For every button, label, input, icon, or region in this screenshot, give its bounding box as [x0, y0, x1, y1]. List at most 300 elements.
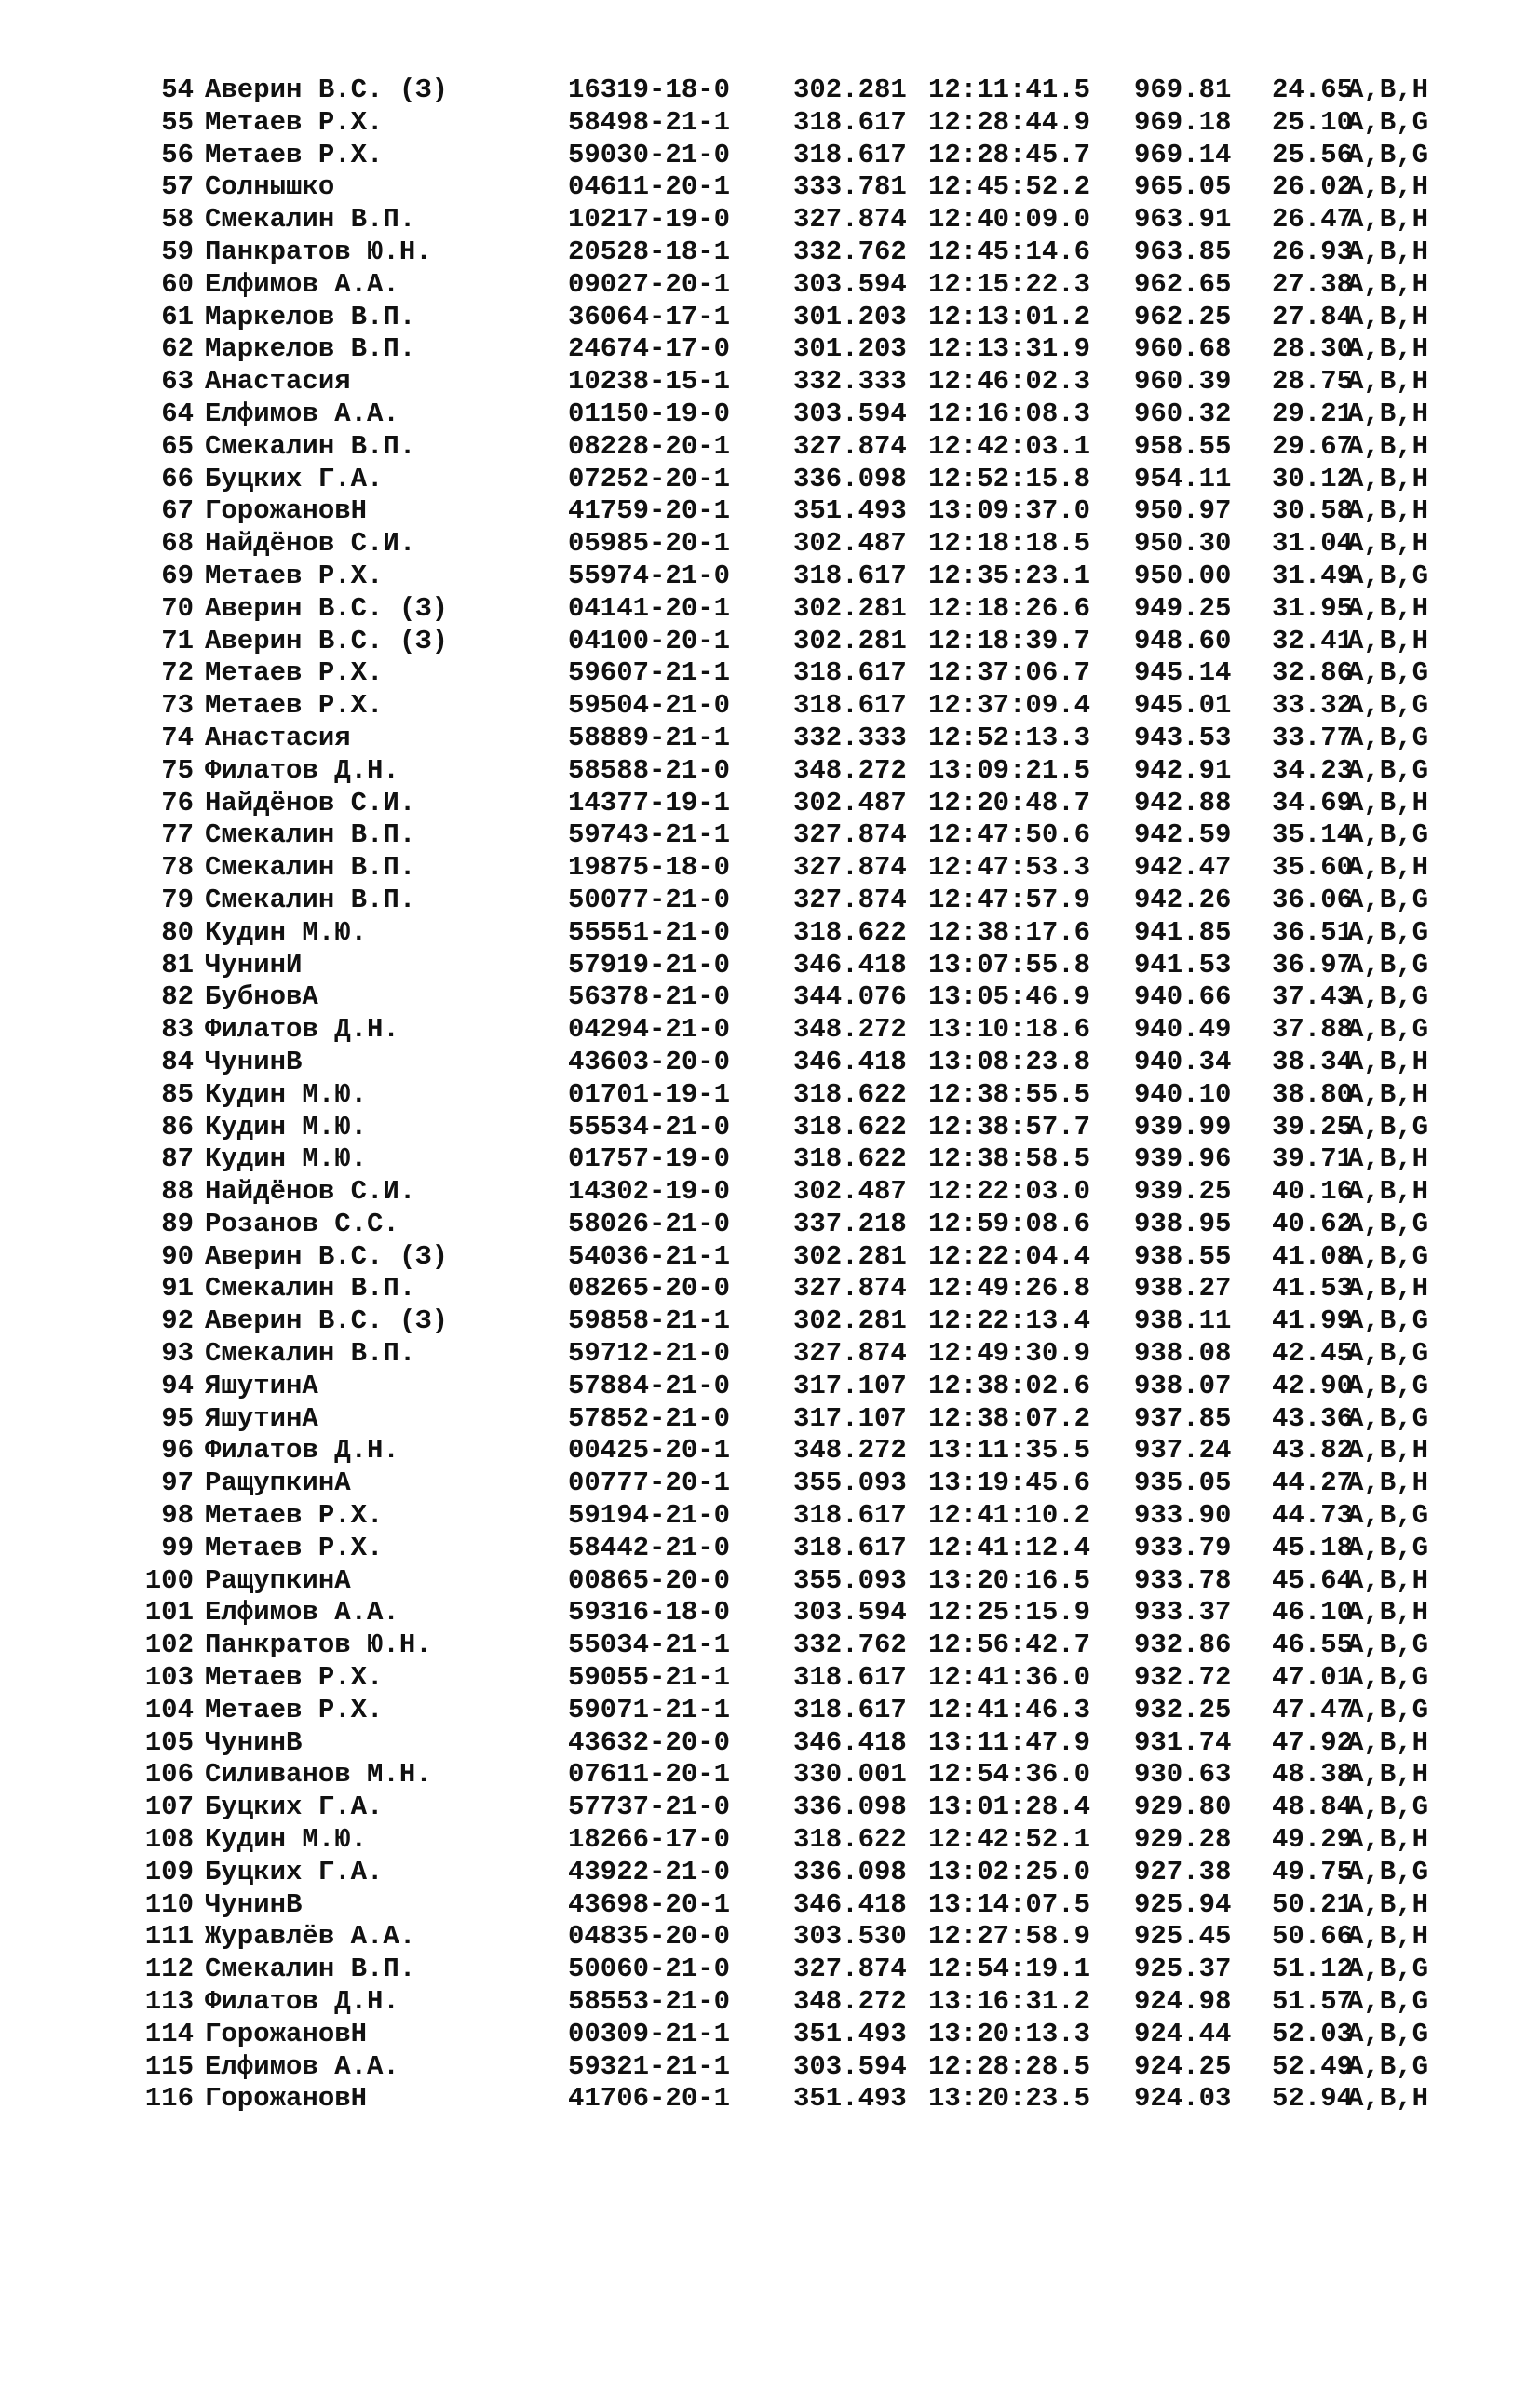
place-cell: 72: [161, 657, 194, 689]
name-cell: Аверин В.С. (З): [205, 625, 449, 656]
coefficient-cell: 28.75: [1272, 366, 1354, 398]
place-cell: 54: [161, 74, 194, 105]
coefficient-cell: 35.60: [1272, 852, 1354, 884]
name-cell: ЧунинИ: [205, 949, 303, 980]
class-cell: A,B,G: [1347, 657, 1429, 689]
ring-cell: 20528-18-1: [568, 236, 731, 267]
table-row: [0, 431, 1540, 464]
speed-cell: 950.30: [1134, 528, 1232, 560]
ring-cell: 41759-20-1: [568, 495, 731, 527]
class-cell: A,B,G: [1347, 1629, 1429, 1661]
class-cell: A,B,G: [1347, 1370, 1429, 1401]
table-row: [0, 1500, 1540, 1533]
place-cell: 56: [161, 139, 194, 170]
distance-cell: 318.622: [793, 1111, 907, 1143]
table-row: [0, 1954, 1540, 1986]
speed-cell: 924.03: [1134, 2083, 1232, 2115]
place-cell: 71: [161, 625, 194, 656]
table-row: [0, 819, 1540, 852]
distance-cell: 318.622: [793, 1824, 907, 1856]
speed-cell: 938.11: [1134, 1305, 1232, 1337]
distance-cell: 301.203: [793, 301, 907, 332]
class-cell: A,B,H: [1347, 301, 1429, 332]
coefficient-cell: 48.84: [1272, 1792, 1354, 1823]
speed-cell: 963.85: [1134, 236, 1232, 267]
class-cell: A,B,G: [1347, 819, 1429, 851]
ring-cell: 04611-20-1: [568, 171, 731, 203]
class-cell: A,B,H: [1347, 74, 1429, 105]
class-cell: A,B,H: [1347, 333, 1429, 365]
table-row: [0, 1467, 1540, 1500]
speed-cell: 962.65: [1134, 268, 1232, 300]
distance-cell: 332.333: [793, 722, 907, 753]
coefficient-cell: 29.67: [1272, 430, 1354, 462]
name-cell: Буцких Г.А.: [205, 1856, 384, 1887]
name-cell: Метаев Р.Х.: [205, 1694, 384, 1725]
place-cell: 89: [161, 1208, 194, 1239]
coefficient-cell: 40.16: [1272, 1176, 1354, 1208]
distance-cell: 327.874: [793, 1338, 907, 1370]
time-cell: 12:25:15.9: [928, 1597, 1091, 1629]
table-row: [0, 1273, 1540, 1305]
speed-cell: 932.25: [1134, 1694, 1232, 1725]
time-cell: 13:02:25.0: [928, 1856, 1091, 1887]
speed-cell: 960.39: [1134, 366, 1232, 398]
time-cell: 12:35:23.1: [928, 560, 1091, 591]
place-cell: 87: [161, 1143, 194, 1175]
time-cell: 13:10:18.6: [928, 1014, 1091, 1046]
class-cell: A,B,H: [1347, 495, 1429, 527]
name-cell: Панкратов Ю.Н.: [205, 236, 432, 267]
table-row: [0, 981, 1540, 1014]
place-cell: 80: [161, 916, 194, 948]
place-cell: 69: [161, 560, 194, 591]
ring-cell: 58889-21-1: [568, 722, 731, 753]
ring-cell: 54036-21-1: [568, 1240, 731, 1272]
coefficient-cell: 41.08: [1272, 1240, 1354, 1272]
distance-cell: 302.281: [793, 625, 907, 656]
time-cell: 12:52:13.3: [928, 722, 1091, 753]
place-cell: 63: [161, 366, 194, 398]
place-cell: 114: [144, 2018, 194, 2049]
name-cell: Кудин М.Ю.: [205, 1824, 368, 1856]
ring-cell: 59316-18-0: [568, 1597, 731, 1629]
class-cell: A,B,H: [1347, 1467, 1429, 1499]
place-cell: 94: [161, 1370, 194, 1401]
place-cell: 96: [161, 1435, 194, 1467]
class-cell: A,B,G: [1347, 1532, 1429, 1563]
place-cell: 99: [161, 1532, 194, 1563]
table-row: [0, 1047, 1540, 1079]
class-cell: A,B,G: [1347, 1792, 1429, 1823]
coefficient-cell: 26.02: [1272, 171, 1354, 203]
time-cell: 12:47:57.9: [928, 884, 1091, 915]
distance-cell: 303.594: [793, 398, 907, 429]
place-cell: 91: [161, 1273, 194, 1305]
distance-cell: 318.617: [793, 690, 907, 722]
ring-cell: 01150-19-0: [568, 398, 731, 429]
table-row: [0, 1014, 1540, 1047]
name-cell: Елфимов А.А.: [205, 268, 399, 300]
coefficient-cell: 28.30: [1272, 333, 1354, 365]
name-cell: Метаев Р.Х.: [205, 106, 384, 138]
time-cell: 12:22:13.4: [928, 1305, 1091, 1337]
coefficient-cell: 30.58: [1272, 495, 1354, 527]
time-cell: 12:52:15.8: [928, 463, 1091, 494]
place-cell: 77: [161, 819, 194, 851]
speed-cell: 940.10: [1134, 1078, 1232, 1110]
time-cell: 13:07:55.8: [928, 949, 1091, 980]
coefficient-cell: 50.66: [1272, 1921, 1354, 1953]
place-cell: 90: [161, 1240, 194, 1272]
place-cell: 75: [161, 754, 194, 786]
time-cell: 12:22:04.4: [928, 1240, 1091, 1272]
name-cell: Смекалин В.П.: [205, 852, 416, 884]
ring-cell: 59712-21-0: [568, 1338, 731, 1370]
time-cell: 12:27:58.9: [928, 1921, 1091, 1953]
class-cell: A,B,H: [1347, 1921, 1429, 1953]
ring-cell: 55534-21-0: [568, 1111, 731, 1143]
class-cell: A,B,G: [1347, 1208, 1429, 1239]
table-row: [0, 690, 1540, 723]
ring-cell: 59858-21-1: [568, 1305, 731, 1337]
time-cell: 12:41:36.0: [928, 1662, 1091, 1694]
table-row: [0, 852, 1540, 885]
coefficient-cell: 44.73: [1272, 1500, 1354, 1532]
place-cell: 100: [144, 1564, 194, 1596]
ring-cell: 43698-20-1: [568, 1888, 731, 1920]
time-cell: 12:56:42.7: [928, 1629, 1091, 1661]
name-cell: Найдёнов С.И.: [205, 787, 416, 818]
speed-cell: 965.05: [1134, 171, 1232, 203]
table-row: [0, 495, 1540, 528]
distance-cell: 348.272: [793, 1014, 907, 1046]
distance-cell: 344.076: [793, 981, 907, 1013]
coefficient-cell: 26.47: [1272, 204, 1354, 236]
distance-cell: 327.874: [793, 1954, 907, 1985]
place-cell: 86: [161, 1111, 194, 1143]
speed-cell: 941.53: [1134, 949, 1232, 980]
time-cell: 12:13:01.2: [928, 301, 1091, 332]
distance-cell: 332.762: [793, 236, 907, 267]
place-cell: 58: [161, 204, 194, 236]
coefficient-cell: 41.99: [1272, 1305, 1354, 1337]
ring-cell: 14302-19-0: [568, 1176, 731, 1208]
class-cell: A,B,G: [1347, 754, 1429, 786]
time-cell: 12:38:02.6: [928, 1370, 1091, 1401]
coefficient-cell: 36.97: [1272, 949, 1354, 980]
distance-cell: 327.874: [793, 430, 907, 462]
ring-cell: 10238-15-1: [568, 366, 731, 398]
table-row: [0, 1371, 1540, 1403]
class-cell: A,B,G: [1347, 916, 1429, 948]
time-cell: 12:41:46.3: [928, 1694, 1091, 1725]
table-row: [0, 1889, 1540, 1922]
place-cell: 106: [144, 1759, 194, 1791]
name-cell: Смекалин В.П.: [205, 884, 416, 915]
coefficient-cell: 47.92: [1272, 1726, 1354, 1758]
place-cell: 82: [161, 981, 194, 1013]
table-row: [0, 1241, 1540, 1274]
name-cell: Метаев Р.Х.: [205, 690, 384, 722]
ring-cell: 50060-21-0: [568, 1954, 731, 1985]
class-cell: A,B,G: [1347, 884, 1429, 915]
name-cell: Солнышко: [205, 171, 335, 203]
class-cell: A,B,G: [1347, 1305, 1429, 1337]
class-cell: A,B,H: [1347, 1176, 1429, 1208]
speed-cell: 939.99: [1134, 1111, 1232, 1143]
speed-cell: 954.11: [1134, 463, 1232, 494]
distance-cell: 317.107: [793, 1370, 907, 1401]
speed-cell: 933.37: [1134, 1597, 1232, 1629]
place-cell: 57: [161, 171, 194, 203]
speed-cell: 940.34: [1134, 1046, 1232, 1077]
distance-cell: 348.272: [793, 1986, 907, 2018]
ring-cell: 56378-21-0: [568, 981, 731, 1013]
name-cell: Елфимов А.А.: [205, 398, 399, 429]
place-cell: 95: [161, 1402, 194, 1434]
place-cell: 103: [144, 1662, 194, 1694]
table-row: [0, 1759, 1540, 1792]
time-cell: 12:49:30.9: [928, 1338, 1091, 1370]
class-cell: A,B,G: [1347, 949, 1429, 980]
distance-cell: 318.622: [793, 1143, 907, 1175]
speed-cell: 925.37: [1134, 1954, 1232, 1985]
name-cell: Смекалин В.П.: [205, 1338, 416, 1370]
place-cell: 83: [161, 1014, 194, 1046]
distance-cell: 303.594: [793, 268, 907, 300]
place-cell: 68: [161, 528, 194, 560]
ring-cell: 59321-21-1: [568, 2050, 731, 2082]
coefficient-cell: 49.29: [1272, 1824, 1354, 1856]
name-cell: Журавлёв А.А.: [205, 1921, 416, 1953]
distance-cell: 318.617: [793, 139, 907, 170]
table-row: [0, 657, 1540, 690]
place-cell: 109: [144, 1856, 194, 1887]
ring-cell: 55034-21-1: [568, 1629, 731, 1661]
name-cell: Панкратов Ю.Н.: [205, 1629, 432, 1661]
table-row: [0, 1176, 1540, 1209]
name-cell: Метаев Р.Х.: [205, 1500, 384, 1532]
coefficient-cell: 32.41: [1272, 625, 1354, 656]
time-cell: 13:01:28.4: [928, 1792, 1091, 1823]
distance-cell: 302.487: [793, 1176, 907, 1208]
place-cell: 74: [161, 722, 194, 753]
time-cell: 13:09:37.0: [928, 495, 1091, 527]
distance-cell: 351.493: [793, 495, 907, 527]
time-cell: 12:59:08.6: [928, 1208, 1091, 1239]
ring-cell: 58442-21-0: [568, 1532, 731, 1563]
table-row: [0, 2083, 1540, 2116]
name-cell: Филатов Д.Н.: [205, 754, 399, 786]
coefficient-cell: 52.94: [1272, 2083, 1354, 2115]
distance-cell: 332.762: [793, 1629, 907, 1661]
time-cell: 12:54:19.1: [928, 1954, 1091, 1985]
speed-cell: 945.14: [1134, 657, 1232, 689]
class-cell: A,B,H: [1347, 1888, 1429, 1920]
speed-cell: 927.38: [1134, 1856, 1232, 1887]
distance-cell: 336.098: [793, 1792, 907, 1823]
name-cell: Анастасия: [205, 366, 351, 398]
class-cell: A,B,H: [1347, 236, 1429, 267]
ring-cell: 59194-21-0: [568, 1500, 731, 1532]
time-cell: 12:37:09.4: [928, 690, 1091, 722]
distance-cell: 355.093: [793, 1467, 907, 1499]
coefficient-cell: 45.64: [1272, 1564, 1354, 1596]
distance-cell: 346.418: [793, 1046, 907, 1077]
coefficient-cell: 39.71: [1272, 1143, 1354, 1175]
place-cell: 65: [161, 430, 194, 462]
ring-cell: 57852-21-0: [568, 1402, 731, 1434]
name-cell: Кудин М.Ю.: [205, 1143, 368, 1175]
speed-cell: 960.32: [1134, 398, 1232, 429]
distance-cell: 351.493: [793, 2018, 907, 2049]
distance-cell: 303.530: [793, 1921, 907, 1953]
coefficient-cell: 39.25: [1272, 1111, 1354, 1143]
distance-cell: 346.418: [793, 949, 907, 980]
time-cell: 13:14:07.5: [928, 1888, 1091, 1920]
name-cell: ЧунинВ: [205, 1046, 303, 1077]
place-cell: 102: [144, 1629, 194, 1661]
coefficient-cell: 52.49: [1272, 2050, 1354, 2082]
ring-cell: 59055-21-1: [568, 1662, 731, 1694]
name-cell: Кудин М.Ю.: [205, 1111, 368, 1143]
class-cell: A,B,H: [1347, 1726, 1429, 1758]
distance-cell: 318.617: [793, 657, 907, 689]
table-row: [0, 107, 1540, 140]
time-cell: 12:15:22.3: [928, 268, 1091, 300]
distance-cell: 327.874: [793, 1273, 907, 1305]
time-cell: 12:18:26.6: [928, 592, 1091, 624]
distance-cell: 327.874: [793, 204, 907, 236]
speed-cell: 929.28: [1134, 1824, 1232, 1856]
time-cell: 12:20:48.7: [928, 787, 1091, 818]
table-row: [0, 1695, 1540, 1727]
table-row: [0, 1112, 1540, 1144]
place-cell: 55: [161, 106, 194, 138]
name-cell: РащупкинА: [205, 1564, 351, 1596]
speed-cell: 932.86: [1134, 1629, 1232, 1661]
class-cell: A,B,H: [1347, 463, 1429, 494]
coefficient-cell: 38.34: [1272, 1046, 1354, 1077]
coefficient-cell: 46.10: [1272, 1597, 1354, 1629]
coefficient-cell: 37.43: [1272, 981, 1354, 1013]
time-cell: 12:41:10.2: [928, 1500, 1091, 1532]
speed-cell: 924.98: [1134, 1986, 1232, 2018]
table-row: [0, 528, 1540, 561]
ring-cell: 43603-20-0: [568, 1046, 731, 1077]
coefficient-cell: 47.01: [1272, 1662, 1354, 1694]
table-row: [0, 204, 1540, 237]
ring-cell: 57737-21-0: [568, 1792, 731, 1823]
coefficient-cell: 43.36: [1272, 1402, 1354, 1434]
time-cell: 12:45:14.6: [928, 236, 1091, 267]
name-cell: Филатов Д.Н.: [205, 1986, 399, 2018]
name-cell: Смекалин В.П.: [205, 1273, 416, 1305]
speed-cell: 933.78: [1134, 1564, 1232, 1596]
name-cell: Метаев Р.Х.: [205, 560, 384, 591]
class-cell: A,B,H: [1347, 1046, 1429, 1077]
ring-cell: 08265-20-0: [568, 1273, 731, 1305]
class-cell: A,B,G: [1347, 2050, 1429, 2082]
distance-cell: 303.594: [793, 1597, 907, 1629]
time-cell: 12:42:52.1: [928, 1824, 1091, 1856]
distance-cell: 302.281: [793, 592, 907, 624]
speed-cell: 933.90: [1134, 1500, 1232, 1532]
time-cell: 12:38:58.5: [928, 1143, 1091, 1175]
speed-cell: 960.68: [1134, 333, 1232, 365]
ring-cell: 58553-21-0: [568, 1986, 731, 2018]
class-cell: A,B,G: [1347, 560, 1429, 591]
table-row: [0, 333, 1540, 366]
class-cell: A,B,G: [1347, 106, 1429, 138]
distance-cell: 318.622: [793, 1078, 907, 1110]
table-row: [0, 1143, 1540, 1176]
name-cell: Буцких Г.А.: [205, 1792, 384, 1823]
name-cell: Елфимов А.А.: [205, 2050, 399, 2082]
coefficient-cell: 52.03: [1272, 2018, 1354, 2049]
coefficient-cell: 41.53: [1272, 1273, 1354, 1305]
time-cell: 12:16:08.3: [928, 398, 1091, 429]
coefficient-cell: 32.86: [1272, 657, 1354, 689]
table-row: [0, 1921, 1540, 1954]
table-row: [0, 917, 1540, 950]
class-cell: A,B,H: [1347, 787, 1429, 818]
ring-cell: 43922-21-0: [568, 1856, 731, 1887]
distance-cell: 327.874: [793, 819, 907, 851]
coefficient-cell: 31.49: [1272, 560, 1354, 591]
place-cell: 84: [161, 1046, 194, 1077]
table-row: [0, 366, 1540, 399]
distance-cell: 302.487: [793, 528, 907, 560]
coefficient-cell: 37.88: [1272, 1014, 1354, 1046]
name-cell: Метаев Р.Х.: [205, 1532, 384, 1563]
name-cell: Маркелов В.П.: [205, 301, 416, 332]
name-cell: Аверин В.С. (З): [205, 1240, 449, 1272]
name-cell: Маркелов В.П.: [205, 333, 416, 365]
class-cell: A,B,H: [1347, 171, 1429, 203]
place-cell: 64: [161, 398, 194, 429]
time-cell: 12:54:36.0: [928, 1759, 1091, 1791]
coefficient-cell: 49.75: [1272, 1856, 1354, 1887]
speed-cell: 925.94: [1134, 1888, 1232, 1920]
name-cell: Елфимов А.А.: [205, 1597, 399, 1629]
table-row: [0, 1533, 1540, 1565]
ring-cell: 55974-21-0: [568, 560, 731, 591]
name-cell: Филатов Д.Н.: [205, 1014, 399, 1046]
time-cell: 12:37:06.7: [928, 657, 1091, 689]
table-row: [0, 1597, 1540, 1629]
ring-cell: 57919-21-0: [568, 949, 731, 980]
table-row: [0, 269, 1540, 302]
place-cell: 67: [161, 495, 194, 527]
ring-cell: 59607-21-1: [568, 657, 731, 689]
ring-cell: 00777-20-1: [568, 1467, 731, 1499]
coefficient-cell: 44.27: [1272, 1467, 1354, 1499]
speed-cell: 930.63: [1134, 1759, 1232, 1791]
name-cell: Смекалин В.П.: [205, 430, 416, 462]
distance-cell: 348.272: [793, 1435, 907, 1467]
name-cell: Аверин В.С. (З): [205, 1305, 449, 1337]
time-cell: 13:20:13.3: [928, 2018, 1091, 2049]
class-cell: A,B,H: [1347, 2083, 1429, 2115]
ring-cell: 55551-21-0: [568, 916, 731, 948]
time-cell: 12:28:28.5: [928, 2050, 1091, 2082]
name-cell: Кудин М.Ю.: [205, 1078, 368, 1110]
ring-cell: 00309-21-1: [568, 2018, 731, 2049]
distance-cell: 318.622: [793, 916, 907, 948]
ring-cell: 19875-18-0: [568, 852, 731, 884]
